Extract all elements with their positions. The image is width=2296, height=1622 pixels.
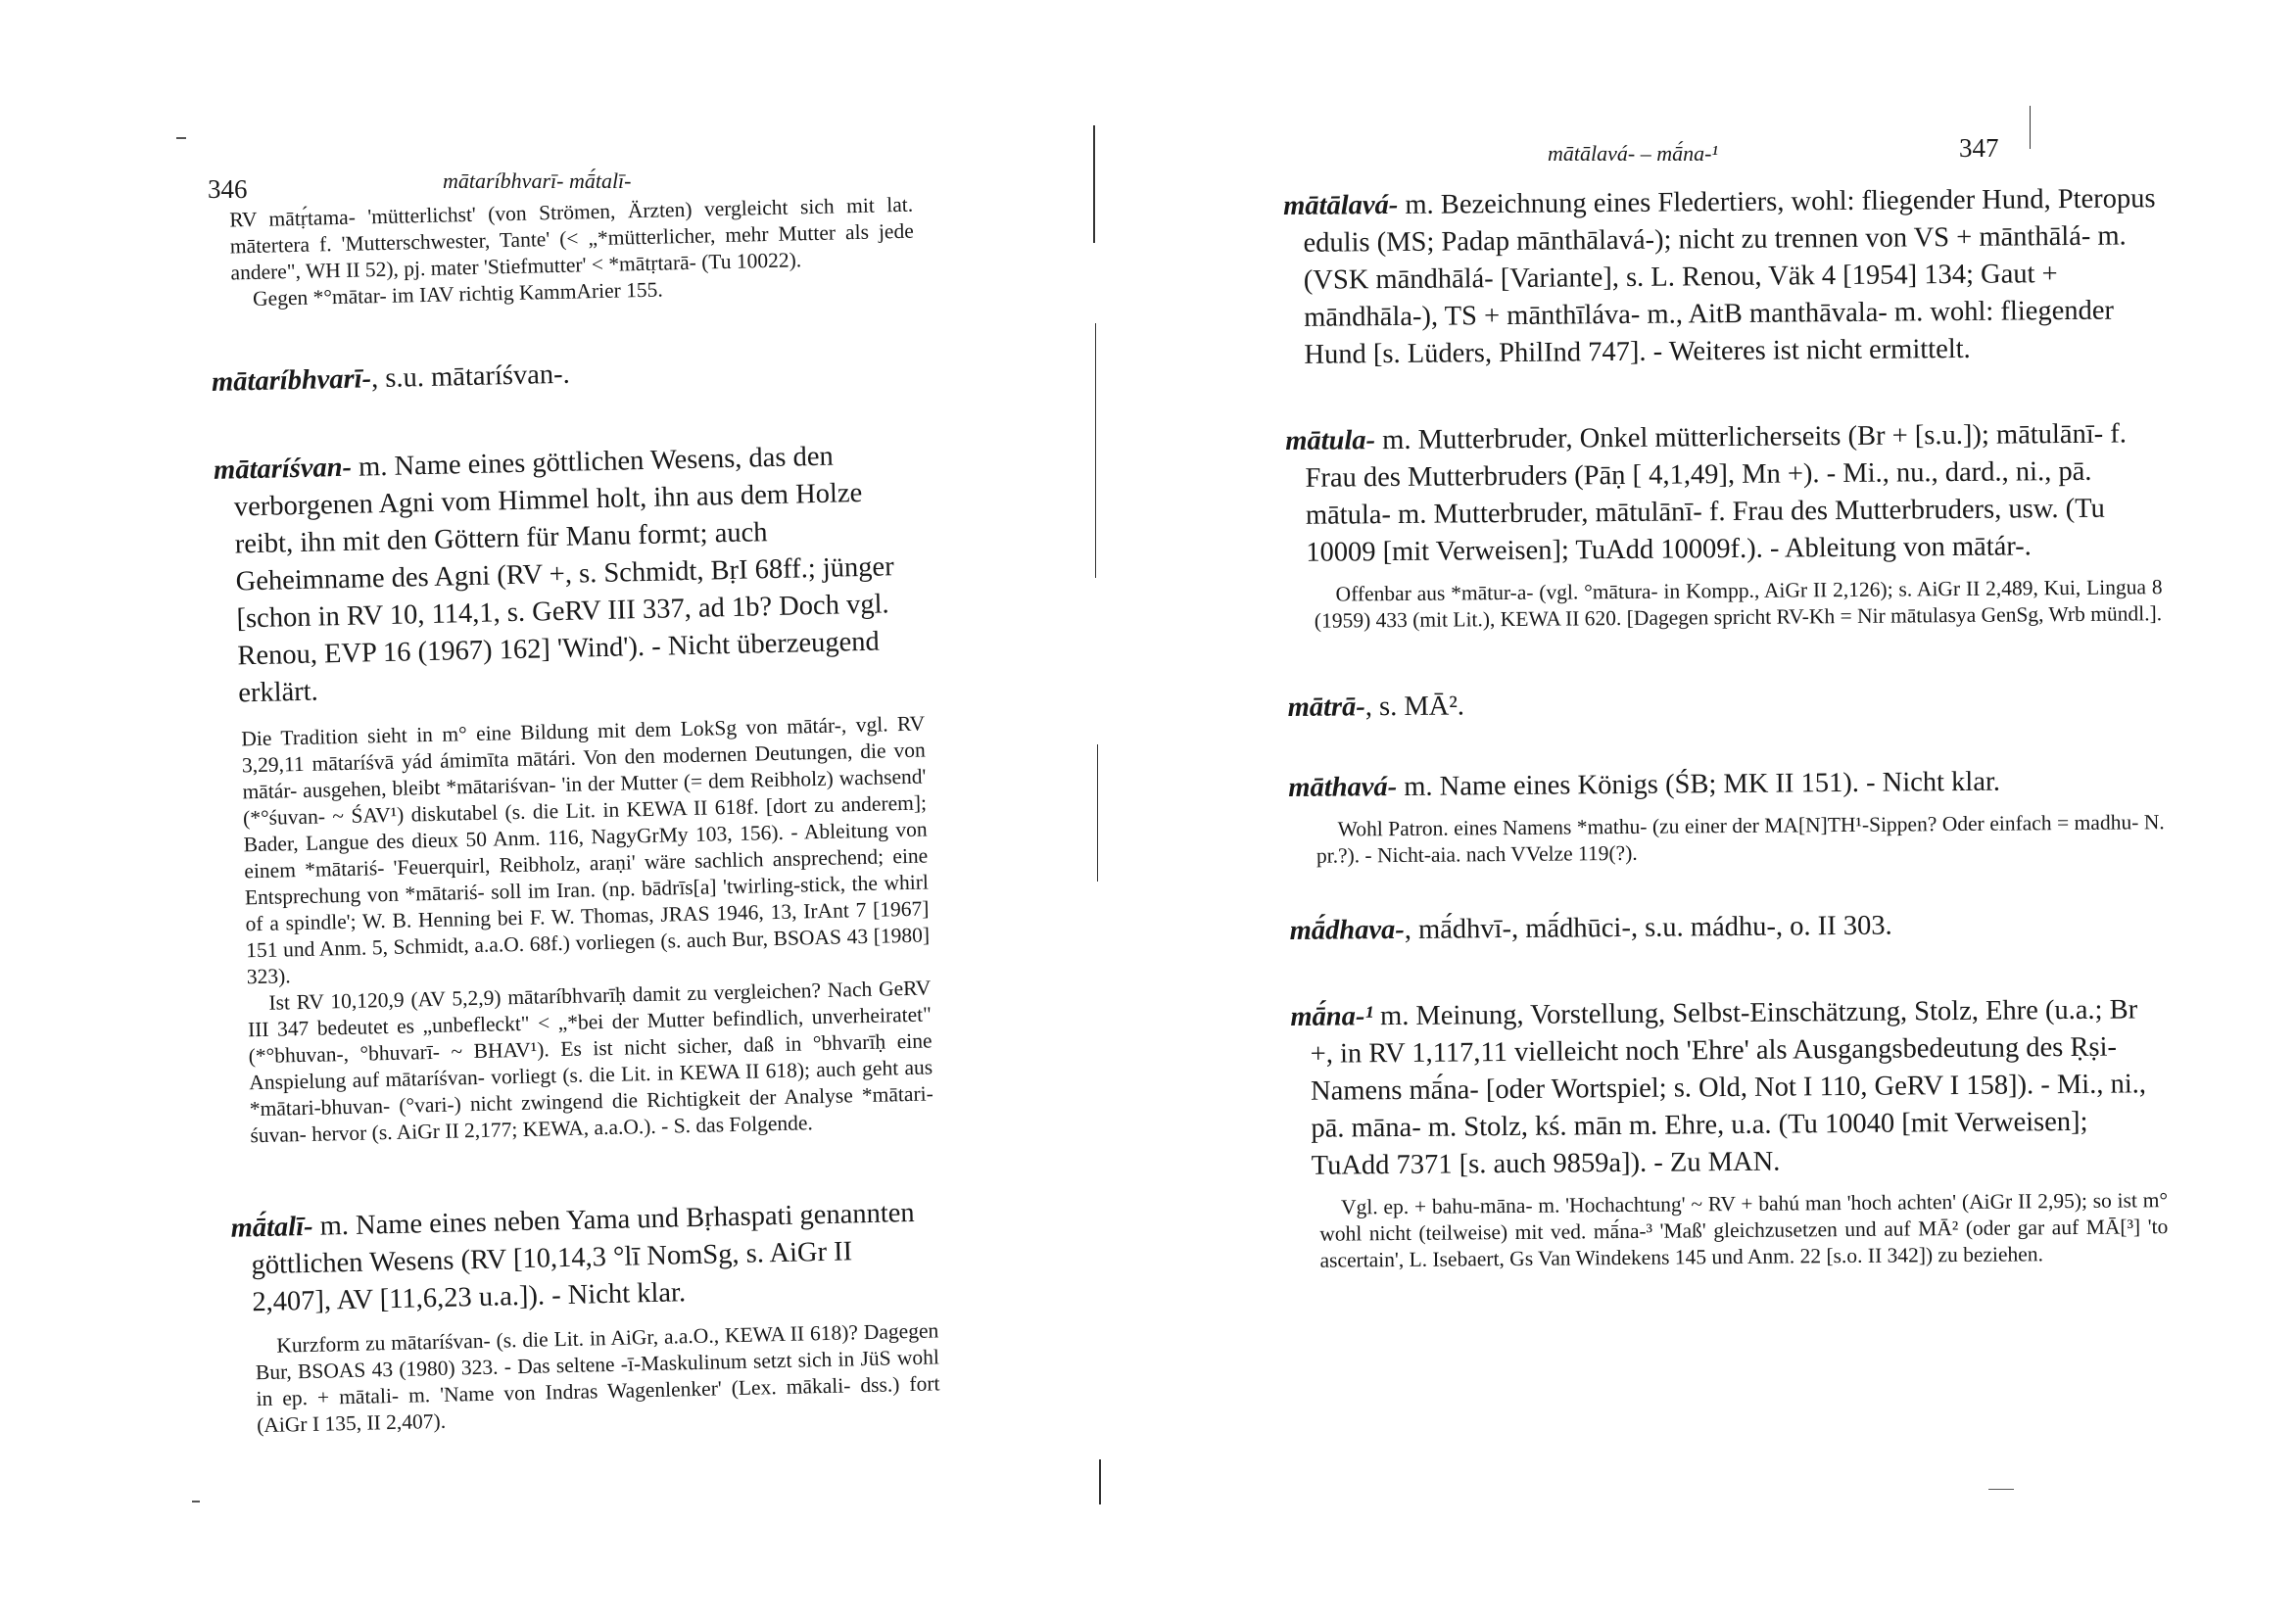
note-paragraph: Offenbar aus *mātur-a- (vgl. °mātura- in Kompp., AiGr II 2,126); s. AiGr II 2,489, Kui, Lingua 8 (1959) 433 (mit Lit.), KEWA II 620. [Dagegen spricht RV-Kh = Nir mātulasya GenSg, Wrb mündl.]. [1314,575,2163,633]
entry-note [1289,809,2165,870]
note-paragraph: Ist RV 10,120,9 (AV 5,2,9) mātaríbhvarīḥ damit zu vergleichen? Nach GeRV III 347 bedeutet es „unbefleckt" < „*bei der Mutter befindlich, unverheiratet" (*°bhuvan-, °bhuvarī- ~ BHAV¹). Es ist nicht sicher, daß in °bhvarīḥ eine Anspielung auf mātaríśvan- vorliegt (s. die Lit. in KEWA II 618); auch geht aus *mātari-bhuvan- (°vari-) nicht zwingend die Richtigkeit der Analyse *mātari-śuvan- hervor (s. AiGr II 2,177; KEWA, a.a.O.). - S. das Folgende. [247,976,933,1148]
entry-text: m. Meinung, Vorstellung, Selbst-Einschätzung, Stolz, Ehre (u.a.; Br +, in RV 1,117,11 vielleicht noch 'Ehre' als Ausgangsbedeutung des Ṛṣi-Namens mā́na- [oder Wortspiel; s. Old, Not I 110, GeRV I 158]). - Mi., ni., pā. māna- m. Stolz, kś. mān m. Ehre, u.a. (Tu 10040 [mit Verweisen]; TuAdd 7371 [s. auch 9859a]). - Zu MAN. [1310,994,2147,1181]
entry-note [219,711,934,1150]
dictionary-entry [1285,415,2162,572]
running-head: mātālavá- – mā́na-¹ [1548,141,1719,166]
entry-text: m. Mutterbruder, Onkel mütterlicherseits (Br + [s.u.]); mātulānī- f. Frau des Mutterbruders (Pāṇ [ 4,1,49], Mn +). - Mi., nu., dard., ni., pā. mātula- m. Mutterbruder, mātulānī- f. Frau des Mutterbruders, usw. (Tu 10009 [mit Verweisen]; TuAdd 10009f.). - Ableitung von mātár-. [1305,418,2128,568]
entry-note [1292,1187,2169,1274]
dictionary-entry [230,1194,937,1321]
note-paragraph: Wohl Patron. eines Namens *mathu- (zu einer der MA[N]TH¹-Sippen? Oder einfach = madhu- N. pr.?). - Nicht-aia. nach VVelze 119(?). [1315,810,2165,868]
entry-note [233,1317,940,1439]
continuation-text-2: Gegen *°mātar- im IAV richtig KammArier 155. [252,277,664,310]
running-head: mātaríbhvarī- mā́talī- [443,168,632,193]
dictionary-entry [214,437,925,713]
right-column [1283,180,2169,1274]
entry-note [1287,574,2163,635]
page-number: 347 [1959,133,1999,163]
entry-lemma: māthavá- [1288,772,1398,803]
left-page [0,0,1107,1622]
entry-lemma: mātula- [1285,425,1376,456]
left-column [208,192,940,1440]
entry-lemma: mātaríśvan- [213,452,353,486]
entry-lemma: mātrā- [1287,692,1365,723]
dictionary-entry [1290,991,2168,1185]
note-paragraph: Kurzform zu mātaríśvan- (s. die Lit. in AiGr, a.a.O., KEWA II 618)? Dagegen Bur, BSOAS 43 (1980) 323. - Das seltene -ī-Maskulinum setzt sich in JüS wohl in ep. + mātali- m. 'Name von Indras Wagenlenker' (Lex. mākali- dss.) fort (AiGr I 135, II 2,407). [255,1318,940,1438]
entry-text: , mā́dhvī-, mā́dhūci-, s.u. mádhu-, o. II 303. [1404,910,1892,945]
entry-lemma: mā́talī- [230,1211,313,1244]
entry-lemma: mātālavá- [1283,189,1399,221]
right-page [1126,0,2296,1622]
entry-text: , s. MĀ². [1364,691,1465,723]
note-paragraph: Die Tradition sieht in m° eine Bildung mit dem LokSg von mātár-, vgl. RV 3,29,11 mātaríśvā yád ámimīta mātári. Von den modernen Deutungen, die von mātár- ausgehen, bleibt *mātariśvan- 'in der Mutter (= dem Reibholz) wachsend' (*°śuvan- ~ ŚAV¹) diskutabel (s. die Lit. in KEWA II 618f. [dort zu anderem]; Bader, Langue des dieux 50 Anm. 116, NagyGrMy 103, 156). - Ableitung von einem *mātariś- 'Feuerquirl, Reibholz, araṇi' wäre sachlich ansprechend; eine Entsprechung von *mātariś- soll im Iran. (np. bādrīs[a] 'twirling-stick, the whirl of a spindle'; W. B. Henning bei F. W. Thomas, JRAS 1946, 13, IrAnt 7 [1967] 151 und Anm. 5, Schmidt, a.a.O. 68f.) vorliegen (s. auch Bur, BSOAS 43 [1980] 323). [241,711,931,989]
entry-text: m. Name eines Königs (ŚB; MK II 151). - Nicht klar. [1397,766,2001,803]
entry-lemma: mātaríbhvarī- [211,363,372,398]
entry-lemma: mā́na-¹ [1290,1001,1374,1032]
entry-text: m. Name eines göttlichen Wesens, das den verborgenen Agni vom Himmel holt, ihn aus dem Holze reibt, ihn mit den Göttern für Manu formt; auch Geheimname des Agni (RV +, s. Schmidt, BṛI 68ff.; jünger [schon in RV 10, 114,1, s. GeRV III 337, ad 1b? Doch vgl. Renou, EVP 16 (1967) 162] 'Wind'). - Nicht überzeugend erklärt. [233,441,894,709]
page-number: 346 [208,174,248,204]
note-paragraph: Vgl. ep. + bahu-māna- m. 'Hochachtung' ~ RV + bahú man 'hoch achten' (AiGr II 2,95); so ist m° wohl nicht (teilweise) mit ved. mā́na-³ 'Maß' gleichzusetzen und auf MĀ² (oder gar auf MĀ[³] 'to ascertain', L. Isebaert, Gs Van Windekens 145 und Anm. 22 [s.o. II 342]) zu beziehen. [1319,1188,2169,1272]
entry-text: m. Name eines neben Yama und Bṛhaspati genannten göttlichen Wesens (RV [10,14,3 °lī NomSg, s. AiGr II 2,407], AV [11,6,23 u.a.]). - Nicht klar. [251,1197,915,1318]
entry-text: , s.u. mātaríśvan-. [370,358,571,395]
entry-lemma: mā́dhava- [1289,914,1405,946]
dictionary-entry [1283,180,2161,374]
continuation-text: RV mātṛ́tama- 'mütterlichst' (von Strömen, Ärzten) vergleicht sich mit lat. mātertera f. 'Mutterschwester, Tante' (< „*mütterlicher, mehr Mutter als jede andere", WH II 52), pj. mater 'Stiefmutter' < *mātṛtarā- (Tu 10022). [229,192,914,285]
entry-text: m. Bezeichnung eines Fledertiers, wohl: fliegender Hund, Pteropus edulis (MS; Padap mānthālavá-); nicht zu trennen von VS + mānthālá- m. (VSK māndhālá- [Variante], s. L. Renou, Väk 4 [1954] 134; Gaut + māndhāla-), TS + mānthīláva- m., AitB manthāvala- m. wohl: fliegender Hund [s. Lüders, PhilInd 747]. - Weiteres ist nicht ermittelt. [1303,183,2156,370]
continuation-note [208,192,915,313]
